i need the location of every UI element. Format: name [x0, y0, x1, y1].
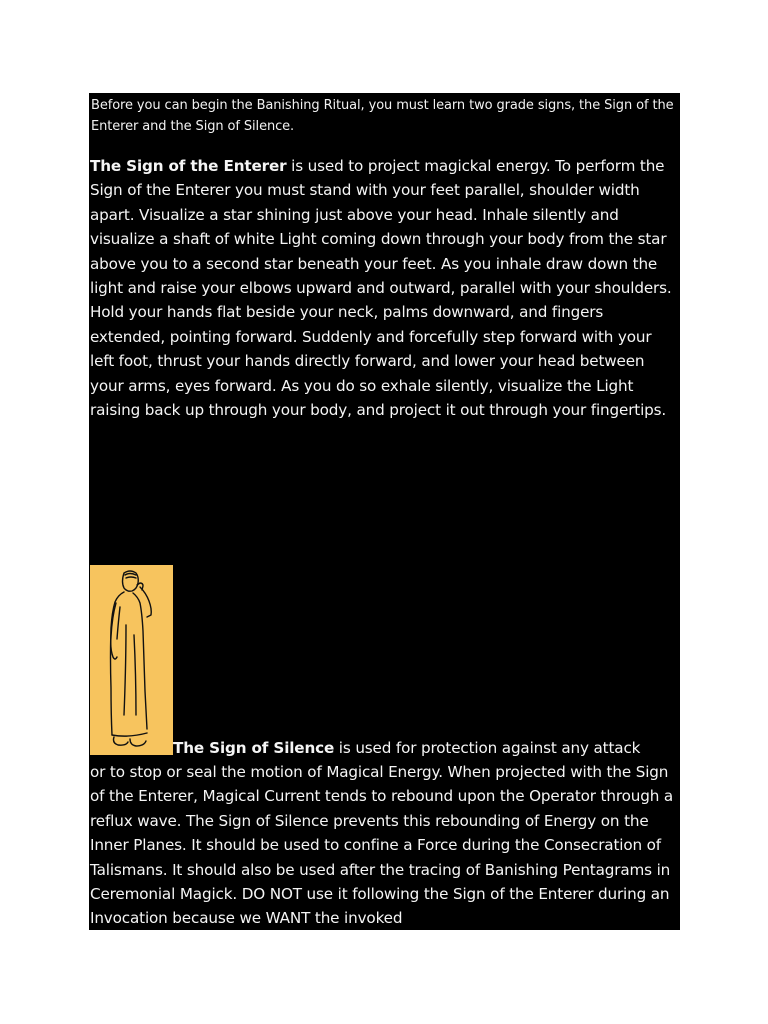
enterer-text: is used to project magickal energy. To perform the Sign of the Enterer you must stand with your feet parallel, shoulder width apart. Visualize a star shining just above your head. Inhale silently and visualize a shaft of white Light coming down through your body from the star above you to a second star beneath your feet. As you inhale draw down the light and raise your elbows upward and outward, parallel with your shoulders. Hold your hands flat beside your neck, palms downward, and fingers extended, pointing forward. Suddenly and forcefully step forward with your left foot, thrust your hands directly forward, and lower your head between your arms, eyes forward. As you do so exhale silently, visualize the Light raising back up through your body, and project it out through your fingertips. — [90, 157, 672, 420]
enterer-paragraph — [90, 154, 680, 422]
enterer-heading: The Sign of the Enterer — [90, 157, 287, 175]
silence-text-first-line: is used for protection against any attack — [334, 739, 641, 757]
intro-paragraph: Before you can begin the Banishing Ritual, you must learn two grade signs, the Sign of the Enterer and the Sign of Silence. — [91, 98, 674, 134]
sign-of-silence-illustration — [90, 565, 173, 755]
silence-paragraph: or to stop or seal the motion of Magical Energy. When projected with the Sign of the Enterer, Magical Current tends to rebound upon the Operator through a reflux wave. The Sign of Silence prevents this rebounding of Energy on the Inner Planes. It should be used to confine a Force during the Consecration of Talismans. It should also be used after the tracing of Banishing Pentagrams in Ceremonial Magick. DO NOT use it following the Sign of the Enterer during an Invocation because we WANT the invoked — [90, 763, 674, 928]
silence-heading: The Sign of Silence — [173, 739, 335, 757]
silence-first-line — [173, 736, 679, 760]
document-block — [89, 93, 680, 930]
robed-figure-sign-of-silence-icon — [90, 565, 173, 755]
